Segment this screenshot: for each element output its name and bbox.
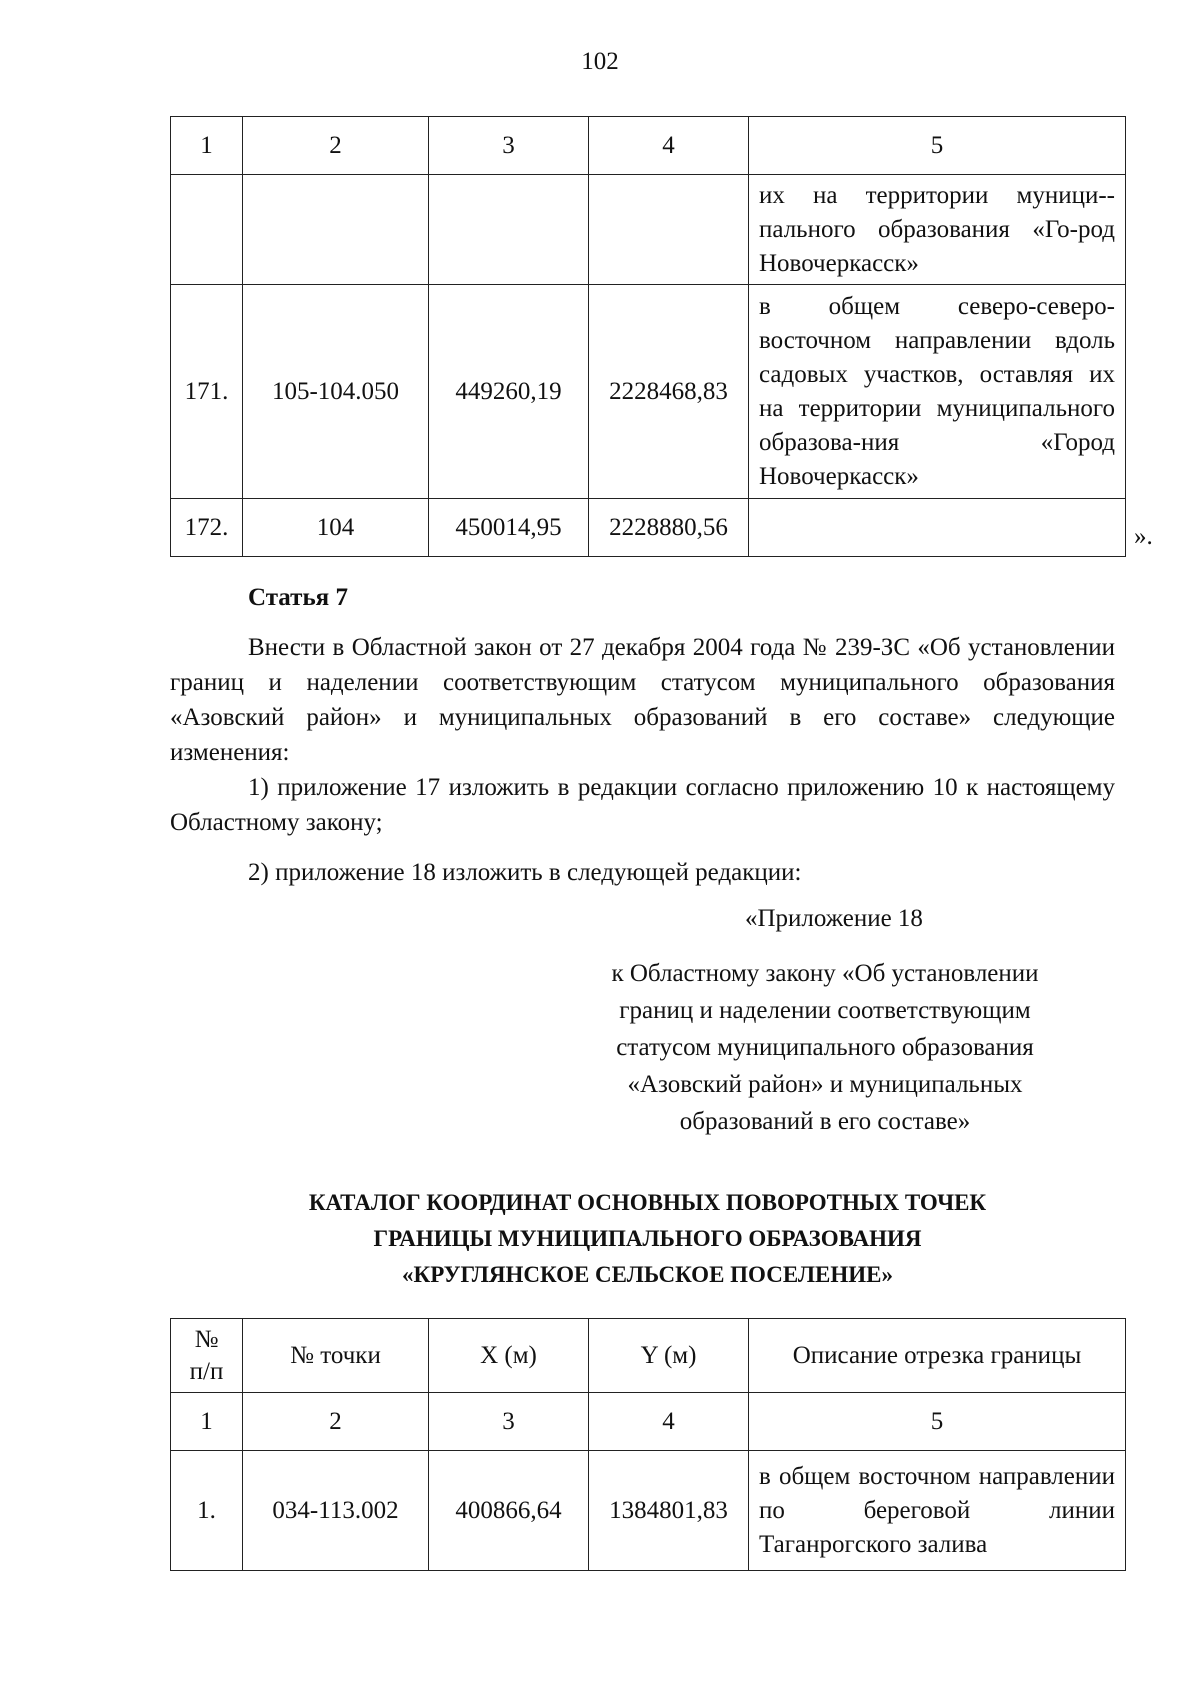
article-item-1: 1) приложение 17 изложить в редакции согласно приложению 10 к настоящему Областному закону; — [170, 774, 1115, 836]
x-cell — [429, 175, 589, 285]
column-header-point: № точки — [243, 1319, 429, 1393]
y-cell: 1384801,83 — [589, 1451, 749, 1571]
row-number-cell: 171. — [171, 285, 243, 499]
article-intro-paragraph: Внести в Областной закон от 27 декабря 2004 года № 239-ЗС «Об установлении границ и наделении соответствующим статусом муниципального образования «Азовский район» и муниципальных образований в его составе» следующие изменения: — [170, 634, 1115, 766]
table-column-header-row — [171, 1319, 1126, 1393]
header-cell: 3 — [429, 117, 589, 175]
index-cell: 3 — [429, 1393, 589, 1451]
index-cell: 5 — [749, 1393, 1126, 1451]
index-cell: 2 — [243, 1393, 429, 1451]
appendix-line: статусом муниципального образования — [616, 1034, 1034, 1061]
appendix-line: «Азовский район» и муниципальных — [627, 1071, 1023, 1098]
index-cell: 4 — [589, 1393, 749, 1451]
column-header-num — [171, 1319, 243, 1393]
appendix-line: к Областному закону «Об установлении — [611, 960, 1039, 987]
row-number-cell: 172. — [171, 499, 243, 557]
header-cell: 2 — [243, 117, 429, 175]
y-cell: 2228880,56 — [589, 499, 749, 557]
catalog-coordinates-table — [170, 1318, 1126, 1571]
row-number-cell — [171, 175, 243, 285]
x-cell: 450014,95 — [429, 499, 589, 557]
catalog-title-line: ГРАНИЦЫ МУНИЦИПАЛЬНОГО ОБРАЗОВАНИЯ — [373, 1226, 922, 1251]
x-cell: 400866,64 — [429, 1451, 589, 1571]
appendix-title: «Приложение 18 — [745, 905, 923, 932]
article-title: Статья 7 — [248, 584, 348, 611]
catalog-title — [170, 1185, 1125, 1293]
table-row — [171, 1451, 1126, 1571]
appendix-subtitle — [570, 955, 1080, 1140]
point-cell: 105-104.050 — [243, 285, 429, 499]
catalog-title-line: КАТАЛОГ КООРДИНАТ ОСНОВНЫХ ПОВОРОТНЫХ ТОЧЕК — [308, 1190, 987, 1215]
y-cell: 2228468,83 — [589, 285, 749, 499]
table-row — [171, 175, 1126, 285]
column-header-x: X (м) — [429, 1319, 589, 1393]
closing-quote: ». — [1134, 523, 1153, 550]
appendix-line: образований в его составе» — [679, 1108, 971, 1135]
point-cell: 034-113.002 — [243, 1451, 429, 1571]
column-header-num-line1: № — [194, 1325, 219, 1353]
table-row — [171, 499, 1126, 557]
point-cell — [243, 175, 429, 285]
top-coordinates-table — [170, 116, 1126, 557]
description-cell — [749, 499, 1126, 557]
page-number: 102 — [581, 48, 619, 75]
header-cell: 5 — [749, 117, 1126, 175]
row-number-cell: 1. — [171, 1451, 243, 1571]
column-header-num-line2: п/п — [189, 1357, 224, 1385]
description-cell: их на территории муници-пального образования «Го-род Новочеркасск» — [749, 175, 1126, 285]
catalog-title-line: «КРУГЛЯНСКОЕ СЕЛЬСКОЕ ПОСЕЛЕНИЕ» — [402, 1262, 893, 1287]
x-cell: 449260,19 — [429, 285, 589, 499]
table-index-row — [171, 1393, 1126, 1451]
point-cell: 104 — [243, 499, 429, 557]
header-cell: 1 — [171, 117, 243, 175]
column-header-y: Y (м) — [589, 1319, 749, 1393]
description-cell: в общем северо-северо-восточном направлении вдоль садовых участков, оставляя их на территории муниципального образова-ния «Город Новочеркасск» — [749, 285, 1126, 499]
description-cell: в общем восточном направлении по береговой линии Таганрогского залива — [749, 1451, 1126, 1571]
table-row — [171, 285, 1126, 499]
table-header-row — [171, 117, 1126, 175]
article-item-2: 2) приложение 18 изложить в следующей редакции: — [248, 859, 802, 886]
header-cell: 4 — [589, 117, 749, 175]
index-cell: 1 — [171, 1393, 243, 1451]
appendix-line: границ и наделении соответствующим — [619, 997, 1031, 1024]
column-header-description: Описание отрезка границы — [749, 1319, 1126, 1393]
y-cell — [589, 175, 749, 285]
